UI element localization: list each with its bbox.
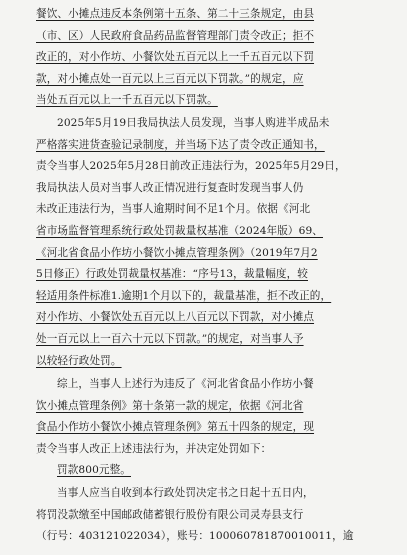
paragraph-discretion-basis bbox=[36, 113, 382, 372]
paragraph-penalty-provision bbox=[36, 4, 382, 112]
text-line: 当处五百元以上一千五百元以下罚款。 bbox=[36, 94, 218, 107]
text-line: 严格落实进货查验记录制度，并当场下达了责令改正通知书， bbox=[36, 138, 325, 151]
text-line: 款，对小摊点处一百元以上三百元以下罚款。”的规定，应 bbox=[36, 72, 304, 85]
text-line: 对小作坊、小餐饮处五百元以上八百元以下罚款，对小摊点 bbox=[36, 311, 315, 324]
text-line: 责令当事人改正上述违法行为，并决定处罚如下： bbox=[36, 442, 272, 455]
text-line: 未改正违法行为，当事人逾期时间不足1个月。依据《河北 bbox=[36, 203, 311, 216]
text-line: 《河北省食品小作坊小餐饮小摊点管理条例》（2019年7月2 bbox=[36, 246, 318, 259]
text-line: 处一百元以上一百六十元以下罚款。”的规定，对当事人予 bbox=[36, 332, 304, 345]
text-line: （行号：403121022034），账号：100060781870010011，逾 bbox=[36, 530, 354, 543]
paragraph-payment-instructions bbox=[36, 483, 382, 548]
text-line: 餐饮、小摊点违反本条例第十五条、第二十三条规定，由县 bbox=[36, 8, 315, 20]
text-line: （市、区）人民政府食品药品监督管理部门责令改正；拒不 bbox=[36, 29, 315, 42]
text-line: 将罚没款缴至中国邮政储蓄银行股份有限公司灵寿县支行 bbox=[36, 508, 304, 521]
text-line: 省市场监督管理系统行政处罚裁量权基准（2024年版）69、 bbox=[36, 224, 323, 237]
text-line: 我局执法人员对当事人改正情况进行复查时发现当事人仍 bbox=[36, 181, 304, 194]
text-line: 改正的，对小作坊、小餐饮处五百元以上一千五百元以下罚 bbox=[36, 51, 315, 64]
text-line: 当事人应当自收到本行政处罚决定书之日起十五日内， bbox=[57, 487, 314, 499]
text-line: 综上，当事人上述行为违反了《河北省食品小作坊小餐 bbox=[57, 378, 314, 390]
text-line: 5日修正）行政处罚裁量权基准：“序号13，裁量幅度，较 bbox=[36, 268, 308, 281]
text-line: 2025年5月19日我局执法人员发现，当事人购进半成品未 bbox=[57, 117, 330, 129]
paragraph-conclusion bbox=[36, 374, 382, 482]
text-line: 饮小摊点管理条例》第十条第一款的规定，依据《河北省 bbox=[36, 399, 304, 412]
text-line: 食品小作坊小餐饮小摊点管理条例》第五十四条的规定，现 bbox=[36, 421, 315, 434]
fine-amount: 罚款800元整。 bbox=[57, 464, 131, 477]
text-line: 轻适用条件标准1.逾期1个月以下的，裁量基准，拒不改正的， bbox=[36, 289, 332, 302]
text-line: 责令当事人2025年5月28日前改正违法行为，2025年5月29日， bbox=[36, 160, 346, 173]
text-line: 以较轻行政处罚。 bbox=[36, 354, 122, 367]
